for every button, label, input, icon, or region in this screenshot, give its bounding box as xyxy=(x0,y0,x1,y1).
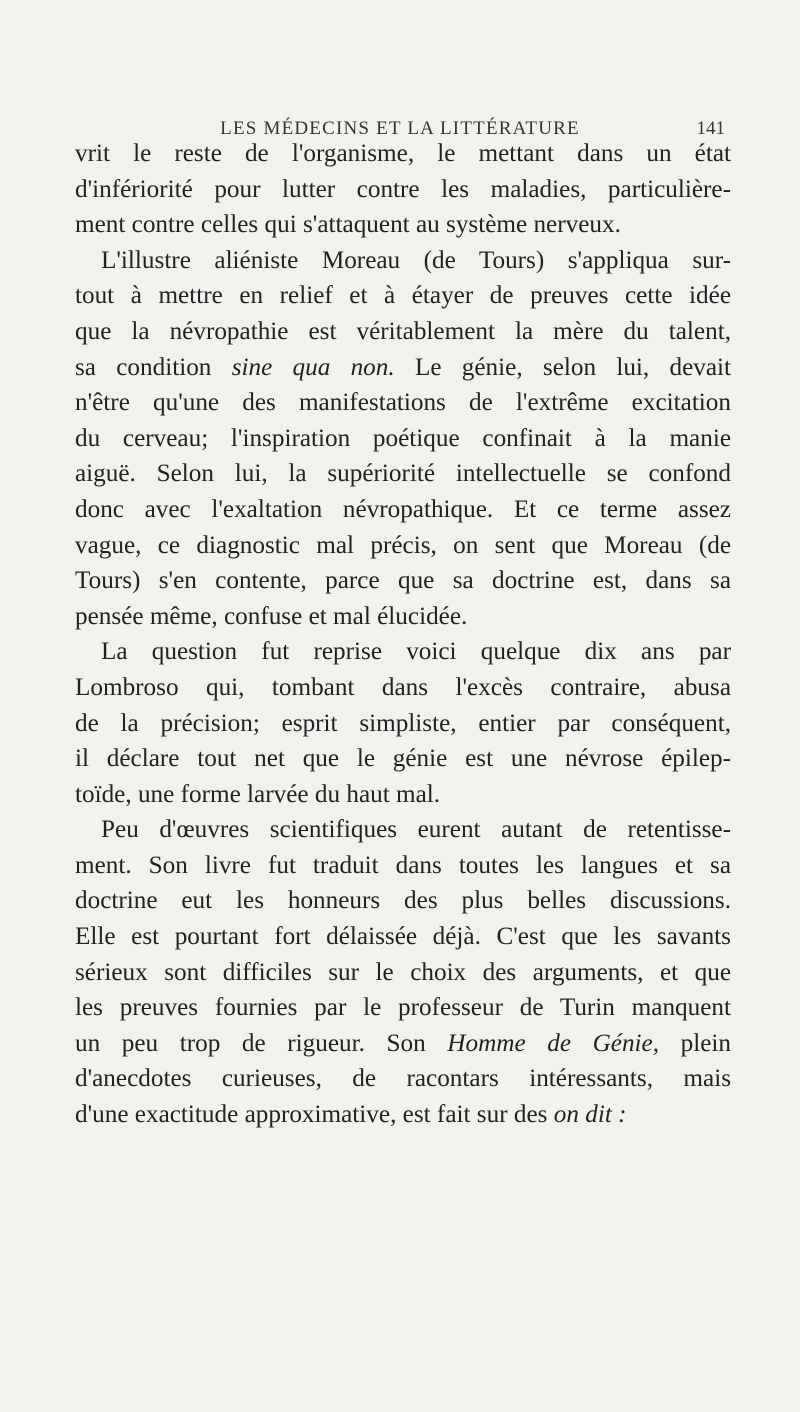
text-line: ment. Son livre fut traduit dans toutes les langues et sa xyxy=(75,851,731,879)
body-text xyxy=(75,136,731,1133)
running-title: LES MÉDECINS ET LA LITTÉRATURE xyxy=(220,118,580,139)
text-line: pensée même, confuse et mal élucidée. xyxy=(75,602,468,630)
text-line: de la précision; esprit simpliste, entier par conséquent, xyxy=(75,709,731,737)
text-line: d'infériorité pour lutter contre les maladies, particulière- xyxy=(75,175,731,203)
text-line: n'être qu'une des manifestations de l'extrême excitation xyxy=(75,389,731,417)
text-line: vague, ce diagnostic mal précis, on sent que Moreau (de xyxy=(75,531,731,559)
text-fragment: d'une exactitude approximative, est fait sur des xyxy=(75,1101,548,1129)
text-line: vrit le reste de l'organisme, le mettant dans un état xyxy=(75,140,731,167)
paragraph-1 xyxy=(75,136,731,243)
text-line: toïde, une forme larvée du haut mal. xyxy=(75,780,441,808)
italic-phrase: on dit : xyxy=(553,1101,627,1129)
paragraph-4 xyxy=(75,812,731,1132)
text-line: L'illustre aliéniste Moreau (de Tours) s'appliqua sur- xyxy=(101,246,731,274)
text-line: ment contre celles qui s'attaquent au système nerveux. xyxy=(75,211,621,239)
paragraph-2 xyxy=(75,243,731,635)
text-line xyxy=(75,1097,731,1133)
text-line: que la névropathie est véritablement la mère du talent, xyxy=(75,317,731,345)
text-line: il déclare tout net que le génie est une névrose épilep- xyxy=(75,745,731,773)
text-line: aiguë. Selon lui, la supériorité intellectuelle se confond xyxy=(75,460,731,488)
text-line: La question fut reprise voici quelque dix ans par xyxy=(101,638,731,666)
text-line: Elle est pourtant fort délaissée déjà. C'est que les savants xyxy=(75,923,731,951)
text-fragment: sa condition xyxy=(75,353,212,381)
text-line: donc avec l'exaltation névropathique. Et ce terme assez xyxy=(75,495,731,523)
text-line: Lombroso qui, tombant dans l'excès contraire, abusa xyxy=(75,673,731,701)
text-line: tout à mettre en relief et à étayer de preuves cette idée xyxy=(75,282,731,310)
text-line: les preuves fournies par le professeur de Turin manquent xyxy=(75,994,731,1022)
text-line: Tours) s'en contente, parce que sa doctrine est, dans sa xyxy=(75,567,731,595)
text-line: sérieux sont difficiles sur le choix des arguments, et que xyxy=(75,958,731,986)
text-line xyxy=(75,1026,731,1062)
paragraph-3 xyxy=(75,634,731,812)
text-line: d'anecdotes curieuses, de racontars intéressants, mais xyxy=(75,1065,731,1093)
text-line: Peu d'œuvres scientifiques eurent autant de retentisse- xyxy=(101,816,731,844)
text-fragment: Le génie, selon lui, devait xyxy=(414,353,732,381)
text-line: du cerveau; l'inspiration poétique confinait à la manie xyxy=(75,424,731,452)
text-line: doctrine eut les honneurs des plus belles discussions. xyxy=(75,887,731,915)
text-line xyxy=(75,350,731,386)
text-fragment: un peu trop de rigueur. Son xyxy=(75,1029,426,1057)
italic-title: Homme de Génie, xyxy=(447,1029,660,1057)
text-fragment: plein xyxy=(680,1029,731,1057)
page-number: 141 xyxy=(696,118,725,139)
italic-phrase: sine qua non. xyxy=(231,353,395,381)
